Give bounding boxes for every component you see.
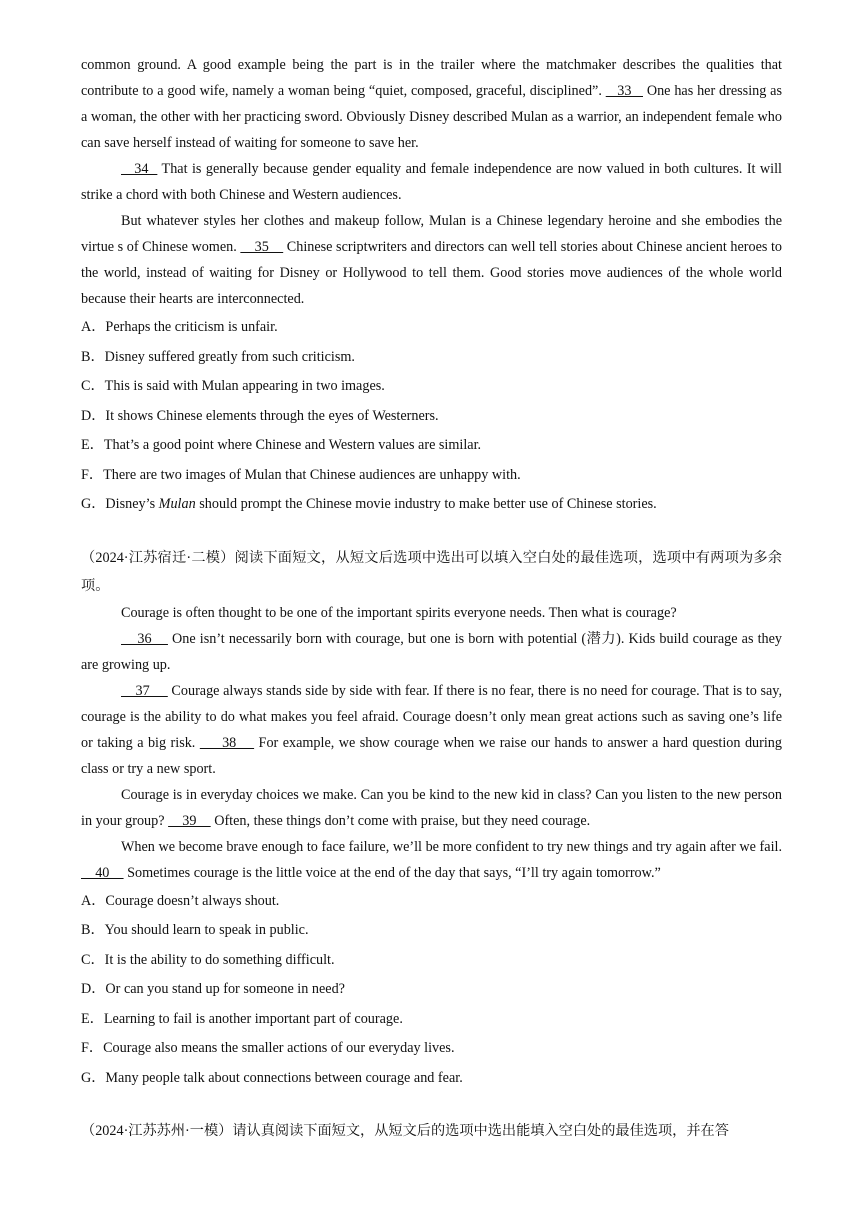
blank-37[interactable]: 37 [121,682,168,699]
option-item: C．This is said with Mulan appearing in two images. [81,378,385,394]
option-item: E．Learning to fail is another important part of courage. [81,1010,403,1027]
option-item: D．Or can you stand up for someone in need? [81,981,345,997]
blank-33[interactable]: 33 [605,83,643,99]
option-item: A．Courage doesn’t always shout. [81,892,280,909]
blank-34[interactable]: 34 [121,161,158,177]
blank-38[interactable]: 38 [199,734,255,751]
blank-35[interactable]: 35 [240,239,284,255]
option-item: G．Many people talk about connections between courage and fear. [81,1069,463,1086]
option-item: B．You should learn to speak in public. [81,922,309,938]
options-list-2 [81,887,782,1094]
paragraph-7: Courage is in everyday choices we make. Can you be kind to the new kid in class? Can you listen to the new person in your group? 39 Often, these things don’t come with praise, but they need courage. [81,786,782,829]
option-item: D．It shows Chinese elements through the eyes of Westerners. [81,407,439,424]
paragraph-8: When we become brave enough to face failure, we’ll be more confident to try new things and try again after we fail. 40 Sometimes courage is the little voice at the end of the day that says, “I’ll try again tomorrow.” [81,838,782,881]
options-list-1 [81,313,782,520]
blank-39[interactable]: 39 [168,812,211,829]
paragraph-1: common ground. A good example being the part is in the trailer where the matchmaker describes the qualities that contribute to a good wife, namely a woman being “quiet, composed, graceful, disciplined”. 33 One has her dressing as a woman, the other with her practicing sword. Obviously Disney described Mulan as a warrior, an independent female who can save herself instead of waiting for someone to save her. [81,57,782,151]
section-intro: （2024·江苏宿迁·二模）阅读下面短文，从短文后选项中选出可以填入空白处的最佳选项，选项中有两项为多余项。 [81,549,782,594]
option-item: E．That’s a good point where Chinese and Western values are similar. [81,437,482,453]
paragraph-5: 36 One isn’t necessarily born with courage, but one is born with potential (潜力). Kids build courage as they are growing up. [81,630,782,673]
blank-40[interactable]: 40 [81,864,124,881]
option-item: C．It is the ability to do something difficult. [81,951,335,968]
option-item: A．Perhaps the criticism is unfair. [81,319,278,335]
blank-36[interactable]: 36 [121,630,168,647]
option-item: F．Courage also means the smaller actions of our everyday lives. [81,1040,455,1056]
paragraph-3: But whatever styles her clothes and makeup follow, Mulan is a Chinese legendary heroine and she embodies the virtue s of Chinese women. 35 Chinese scriptwriters and directors can well tell stories about Chinese ancient heroes to the world, instead of waiting for Disney or Hollywood to tell them. Good stories move audiences of the whole world because their hearts are interconnected. [81,213,783,307]
option-item: F．There are two images of Mulan that Chinese audiences are unhappy with. [81,466,521,483]
paragraph-4: Courage is often thought to be one of the important spirits everyone needs. Then what is courage? [121,604,677,621]
section-intro: （2024·江苏苏州·一模）请认真阅读下面短文，从短文后的选项中选出能填入空白处的最佳选项，并在答 [81,1123,729,1139]
paragraph-6: 37 Courage always stands side by side with fear. If there is no fear, there is no need for courage. That is to say, courage is the ability to do what makes you feel afraid. Courage doesn’t only mean great actions such as saving one’s life or taking a big risk. 38 For example, we show courage when we raise our hands to answer a hard question during class or try a new sport. [81,682,782,777]
option-item: B．Disney suffered greatly from such criticism. [81,348,355,365]
option-item: G．Disney’s Mulan should prompt the Chinese movie industry to make better use of Chinese stories. [81,496,657,512]
paragraph-2: 34 That is generally because gender equality and female independence are now valued in both cultures. It will strike a chord with both Chinese and Western audiences. [81,161,782,203]
